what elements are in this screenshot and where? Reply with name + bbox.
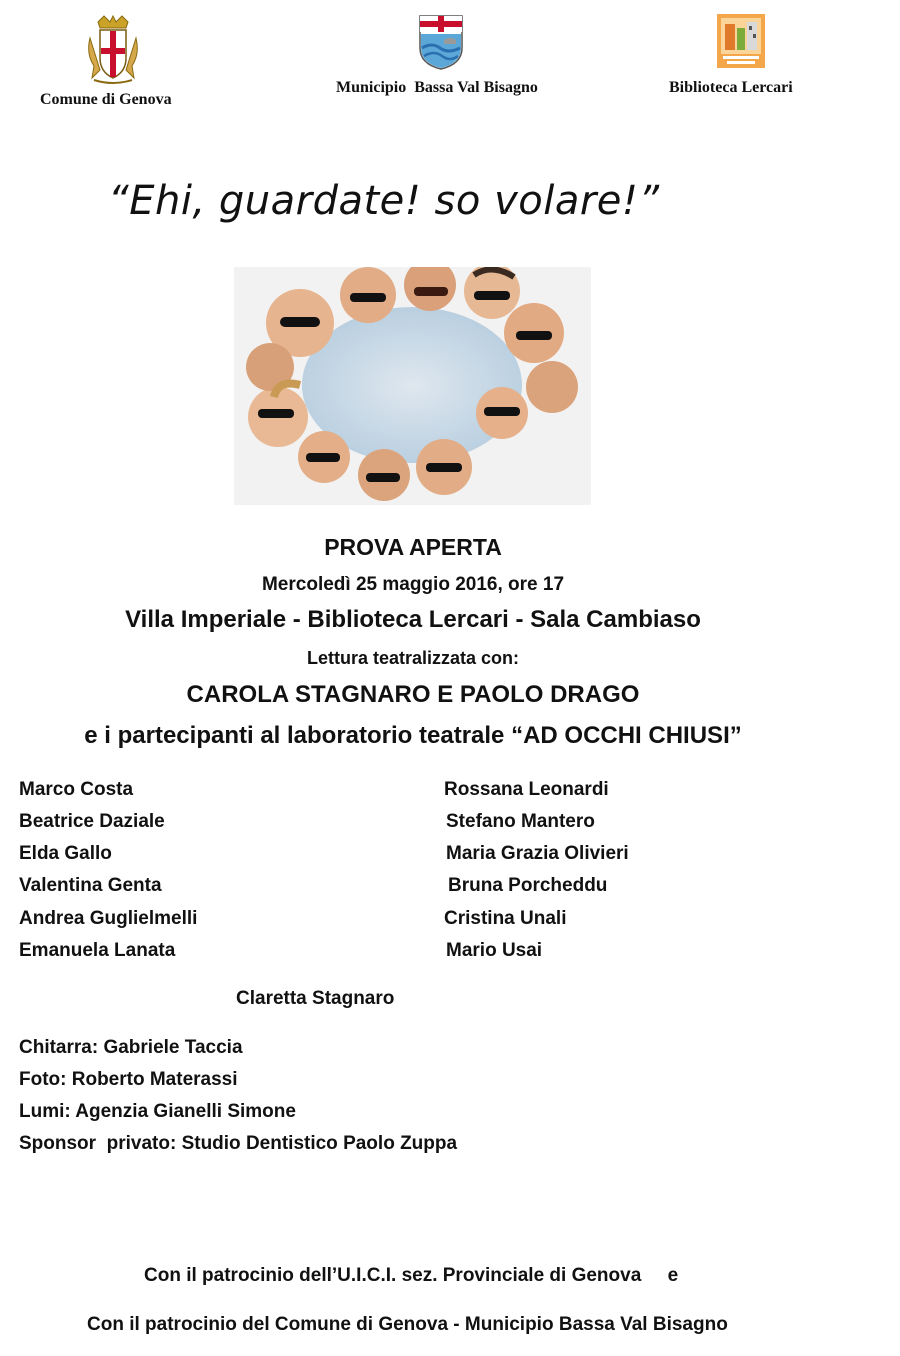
credit-photo: Foto: Roberto Materassi <box>19 1069 238 1090</box>
municipio-shield-icon <box>418 14 464 70</box>
participant-name: Maria Grazia Olivieri <box>446 843 629 864</box>
participant-name: Bruna Porcheddu <box>448 875 608 896</box>
participant-name: Emanuela Lanata <box>19 940 176 961</box>
event-heading: PROVA APERTA <box>324 534 502 560</box>
logo-label-comune: Comune di Genova <box>40 91 172 108</box>
credit-sponsor: Sponsor privato: Studio Dentistico Paolo Zuppa <box>19 1133 458 1154</box>
patronage-comune: Con il patrocinio del Comune di Genova - Municipio Bassa Val Bisagno <box>87 1314 728 1335</box>
group-photo-circle-of-people-icon <box>234 267 591 505</box>
logo-label-municipio: Municipio Bassa Val Bisagno <box>336 79 538 96</box>
genova-coat-of-arms-icon <box>84 14 142 86</box>
credit-guitar: Chitarra: Gabriele Taccia <box>19 1037 243 1058</box>
participant-extra: Claretta Stagnaro <box>236 988 395 1009</box>
participant-name: Rossana Leonardi <box>444 779 609 800</box>
event-workshop: e i partecipanti al laboratorio teatrale “AD OCCHI CHIUSI” <box>84 722 742 749</box>
event-date: Mercoledì 25 maggio 2016, ore 17 <box>261 574 565 595</box>
participant-name: Cristina Unali <box>444 908 567 929</box>
participant-name: Elda Gallo <box>19 843 112 864</box>
credit-lights: Lumi: Agenzia Gianelli Simone <box>19 1101 296 1122</box>
participant-name: Stefano Mantero <box>446 811 595 832</box>
event-reading: Lettura teatralizzata con: <box>306 648 520 668</box>
logo-label-biblioteca: Biblioteca Lercari <box>669 79 793 96</box>
header <box>0 0 900 120</box>
participant-name: Marco Costa <box>19 779 134 800</box>
participant-name: Andrea Guglielmelli <box>19 908 198 929</box>
patronage-uici: Con il patrocinio dell’U.I.C.I. sez. Provinciale di Genova e <box>144 1265 679 1286</box>
participant-name: Valentina Genta <box>19 875 162 896</box>
poster-title: “Ehi, guardate! so volare!” <box>108 178 660 224</box>
participant-name: Mario Usai <box>446 940 543 961</box>
event-venue: Villa Imperiale - Biblioteca Lercari - Sala Cambiaso <box>125 606 701 633</box>
participant-name: Beatrice Daziale <box>19 811 165 832</box>
event-performers: CAROLA STAGNARO E PAOLO DRAGO <box>186 681 640 708</box>
biblioteca-lercari-logo-icon <box>717 14 765 68</box>
